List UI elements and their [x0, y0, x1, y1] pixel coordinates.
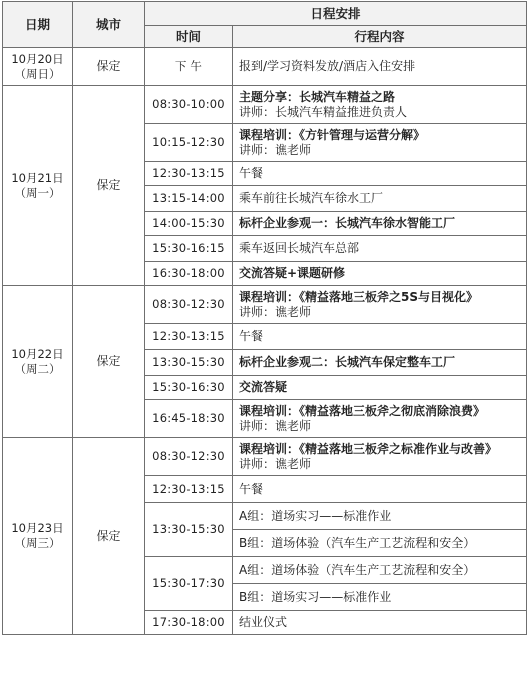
day-date: 10月22日 [11, 346, 64, 361]
item-time: 15:30-16:15 [145, 236, 233, 262]
item-title: 午餐 [239, 329, 264, 343]
header-content: 行程内容 [233, 26, 527, 48]
item-lecturer: 讲师：谯老师 [239, 142, 312, 157]
item-title: 午餐 [239, 481, 264, 496]
table-row [3, 48, 527, 86]
item-title: 乘车返回长城汽车总部 [239, 241, 360, 255]
item-content [233, 86, 527, 124]
item-title: 午餐 [239, 166, 264, 180]
day-date-cell [3, 86, 73, 286]
item-content [233, 186, 527, 212]
item-content [233, 212, 527, 236]
table-row [3, 86, 527, 124]
day-weekday: （周一） [14, 185, 61, 200]
table-row [3, 438, 527, 476]
item-content [233, 476, 527, 503]
header-date: 日期 [3, 2, 73, 48]
item-title: 课程培训：《精益落地三板斧之彻底消除浪费》 [239, 403, 486, 418]
schedule-body [3, 48, 527, 635]
item-lecturer: 讲师：长城汽车精益推进负责人 [239, 104, 408, 119]
item-group-line: B组：道场实习——标准作业 [239, 589, 392, 604]
item-time: 15:30-17:30 [145, 557, 233, 611]
item-title: 交流答疑 [239, 380, 288, 394]
item-content [233, 376, 527, 400]
header-time: 时间 [145, 26, 233, 48]
item-content [233, 324, 527, 350]
item-title: 课程培训：《精益落地三板斧之5S与目视化》 [239, 289, 478, 304]
item-time: 下 午 [145, 48, 233, 86]
item-content [233, 350, 527, 376]
item-content [233, 530, 527, 557]
item-title: 结业仪式 [239, 615, 288, 629]
table-row [3, 286, 527, 324]
item-group-line: A组：道场体验（汽车生产工艺流程和安全） [239, 562, 476, 577]
item-group-line: A组：道场实习——标准作业 [239, 508, 392, 523]
item-lecturer: 讲师：谯老师 [239, 456, 312, 471]
day-date-cell [3, 286, 73, 438]
item-time: 08:30-10:00 [145, 86, 233, 124]
item-time: 13:30-15:30 [145, 350, 233, 376]
item-content [233, 438, 527, 476]
day-date-cell [3, 438, 73, 635]
item-time: 15:30-16:30 [145, 376, 233, 400]
item-time: 16:30-18:00 [145, 262, 233, 286]
item-content [233, 286, 527, 324]
day-weekday: （周日） [14, 66, 61, 81]
item-content [233, 503, 527, 530]
item-time: 16:45-18:30 [145, 400, 233, 438]
day-weekday: （周二） [14, 361, 61, 376]
item-content [233, 400, 527, 438]
item-title: 标杆企业参观二：长城汽车保定整车工厂 [239, 355, 456, 369]
day-city: 保定 [73, 48, 145, 86]
day-date-cell [3, 48, 73, 86]
item-title: 乘车前往长城汽车徐水工厂 [239, 191, 384, 205]
day-date: 10月23日 [11, 521, 64, 535]
day-city: 保定 [73, 438, 145, 635]
day-city: 保定 [73, 286, 145, 438]
item-title: 课程培训：《方针管理与运营分解》 [239, 127, 426, 142]
item-title: 课程培训：《精益落地三板斧之标准作业与改善》 [239, 441, 498, 456]
item-title: 标杆企业参观一：长城汽车徐水智能工厂 [239, 216, 456, 230]
item-content [233, 48, 527, 86]
item-content [233, 124, 527, 162]
item-content [233, 162, 527, 186]
item-title: 报到/学习资料发放/酒店入住安排 [239, 59, 416, 73]
item-lecturer: 讲师：谯老师 [239, 304, 312, 319]
item-time: 08:30-12:30 [145, 286, 233, 324]
item-group-line: B组：道场体验（汽车生产工艺流程和安全） [239, 535, 476, 550]
item-content [233, 262, 527, 286]
item-time: 13:30-15:30 [145, 503, 233, 557]
day-date: 10月20日 [11, 51, 64, 66]
item-time: 10:15-12:30 [145, 124, 233, 162]
item-time: 17:30-18:00 [145, 611, 233, 635]
item-content [233, 584, 527, 611]
schedule-table [2, 1, 527, 635]
item-title: 主题分享：长城汽车精益之路 [239, 89, 396, 104]
day-city: 保定 [73, 86, 145, 286]
header-schedule: 日程安排 [145, 2, 527, 26]
item-content [233, 611, 527, 635]
item-time: 12:30-13:15 [145, 162, 233, 186]
item-content [233, 236, 527, 262]
item-time: 08:30-12:30 [145, 438, 233, 476]
item-time: 14:00-15:30 [145, 212, 233, 236]
item-title: 交流答疑+课题研修 [239, 266, 346, 280]
item-content [233, 557, 527, 584]
item-time: 12:30-13:15 [145, 476, 233, 503]
day-date: 10月21日 [11, 170, 64, 185]
item-lecturer: 讲师：谯老师 [239, 418, 312, 433]
header-city: 城市 [73, 2, 145, 48]
item-time: 13:15-14:00 [145, 186, 233, 212]
day-weekday: （周三） [14, 536, 61, 550]
item-time: 12:30-13:15 [145, 324, 233, 350]
